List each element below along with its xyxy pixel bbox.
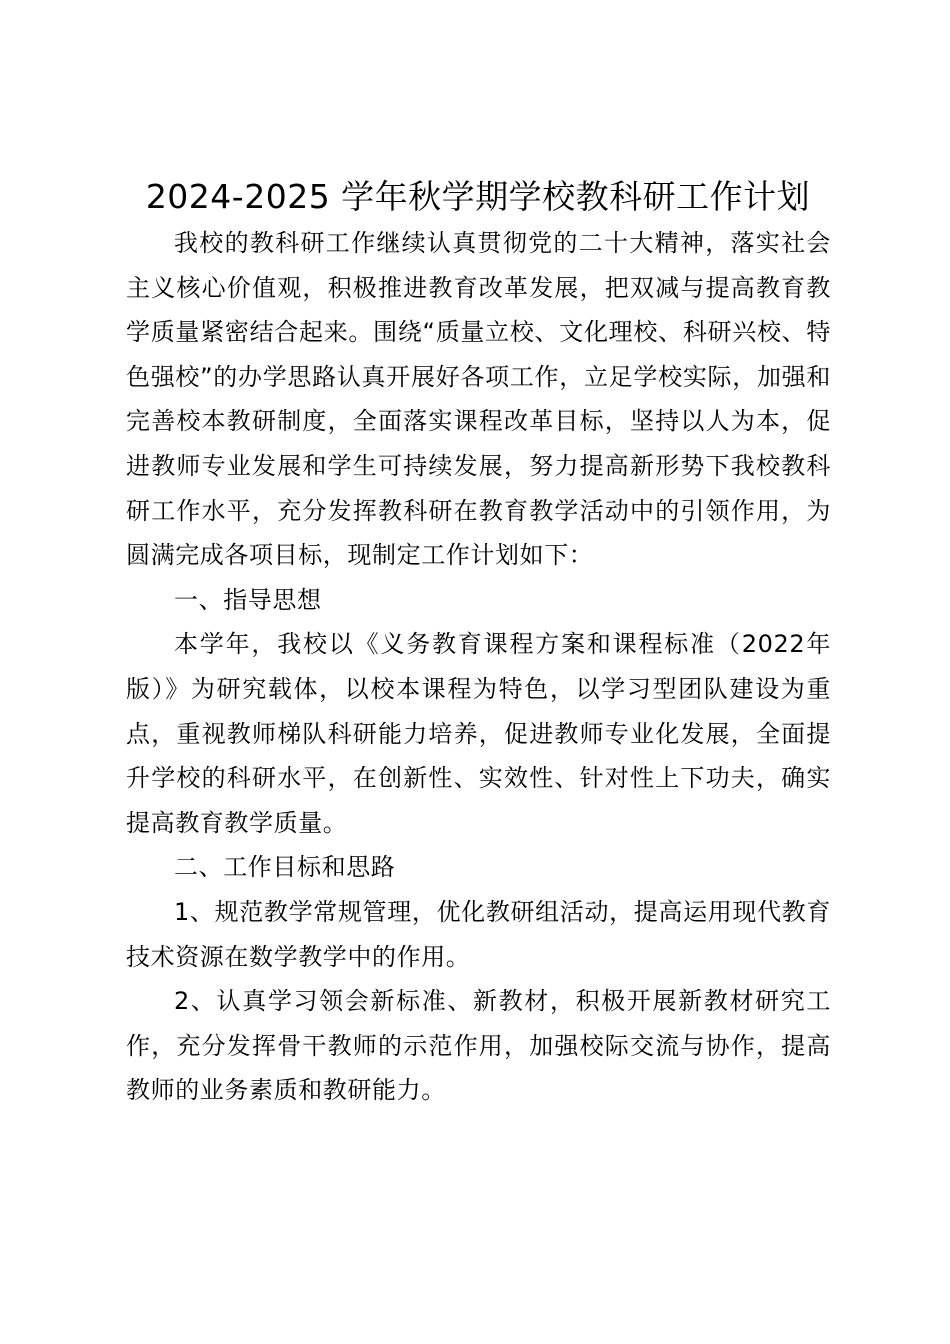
document-body xyxy=(126,172,831,1113)
goal-item-2: 2、认真学习领会新标准、新教材，积极开展新教材研究工作，充分发挥骨干教师的示范作用，加强校际交流与协作，提高教师的业务素质和教研能力。 xyxy=(126,987,831,1105)
goal-item-1: 1、规范教学常规管理，优化教研组活动，提高运用现代教育技术资源在数学教学中的作用。 xyxy=(126,897,831,971)
document-title: 2024-2025 学年秋学期学校教科研工作计划 xyxy=(145,177,811,216)
section-heading-guiding-ideology: 一、指导思想 xyxy=(174,585,322,614)
intro-paragraph: 我校的教科研工作继续认真贯彻党的二十大精神，落实社会主义核心价值观，积极推进教育改革发展，把双减与提高教育教学质量紧密结合起来。围绕“质量立校、文化理校、科研兴校、特色强校”的办学思路认真开展好各项工作，立足学校实际，加强和完善校本教研制度，全面落实课程改革目标，坚持以人为本，促进教师专业发展和学生可持续发展，努力提高新形势下我校教科研工作水平，充分发挥教科研在教育教学活动中的引领作用，为圆满完成各项目标，现制定工作计划如下： xyxy=(126,229,831,570)
guiding-ideology-paragraph: 本学年，我校以《义务教育课程方案和课程标准（2022年版）》为研究载体，以校本课程为特色，以学习型团队建设为重点，重视教师梯队科研能力培养，促进教师专业化发展，全面提升学校的科研水平，在创新性、实效性、针对性上下功夫，确实提高教育教学质量。 xyxy=(126,630,831,837)
section-heading-goals-and-approach: 二、工作目标和思路 xyxy=(174,853,396,882)
